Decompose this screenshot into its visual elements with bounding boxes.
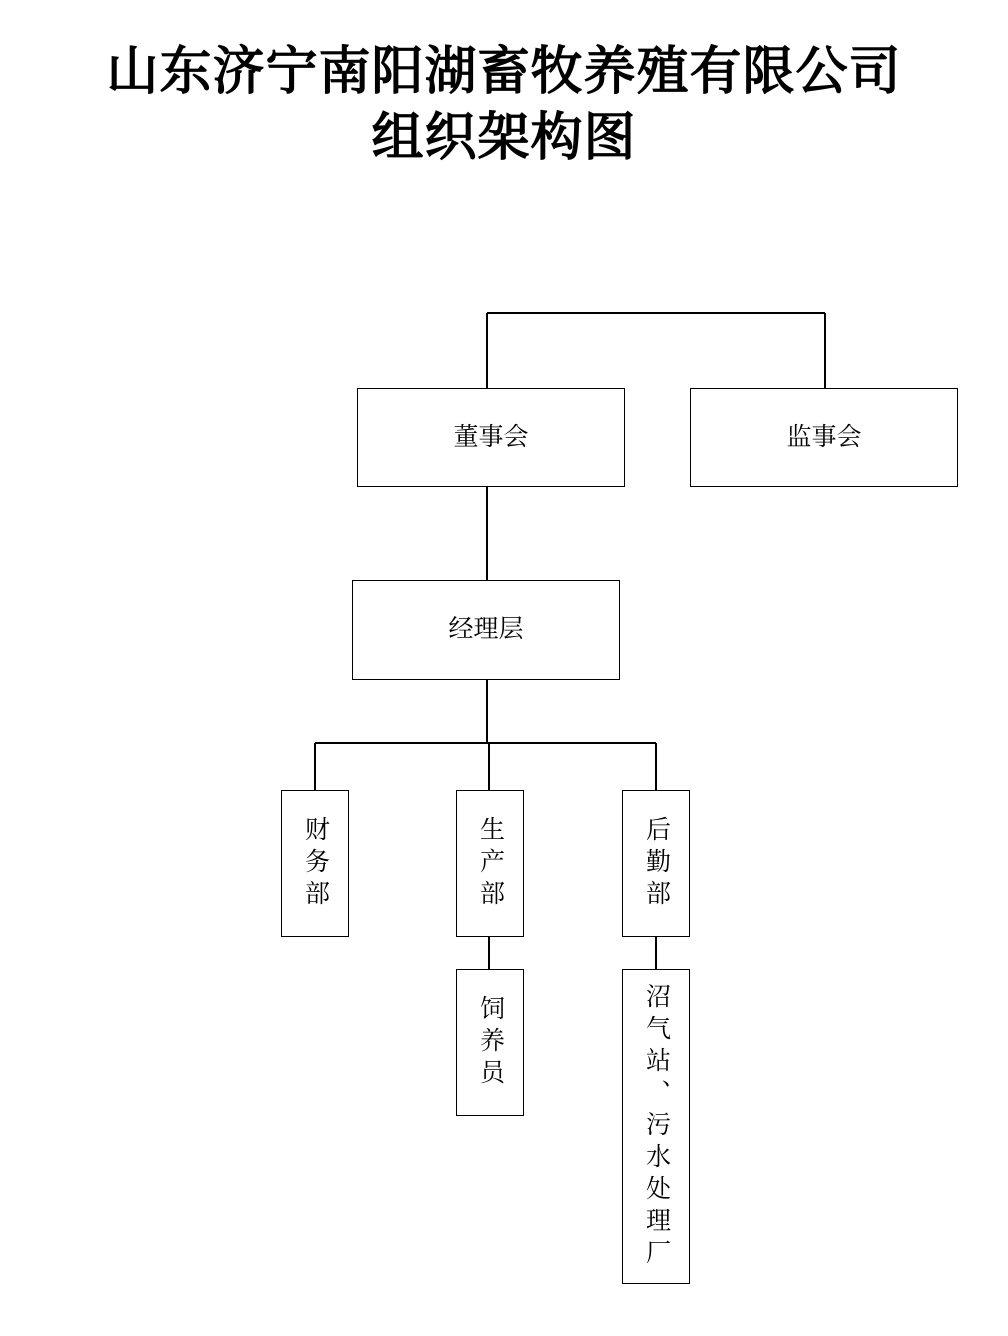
title-line-1: 山东济宁南阳湖畜牧养殖有限公司 [106, 44, 902, 101]
node-logistics-dept-label: 后勤部 [642, 815, 670, 912]
node-finance-dept[interactable] [281, 790, 349, 937]
node-breeder[interactable] [456, 969, 524, 1116]
node-supervisory-board-label: 监事会 [786, 423, 862, 451]
node-finance-dept-label: 财务部 [301, 815, 329, 912]
node-production-dept[interactable] [456, 790, 524, 937]
node-management[interactable] [352, 580, 620, 680]
node-supervisory-board[interactable] [690, 388, 958, 487]
node-production-dept-label: 生产部 [476, 815, 504, 912]
node-breeder-label: 饲养员 [476, 994, 504, 1091]
node-board[interactable] [357, 388, 625, 487]
node-logistics-dept[interactable] [622, 790, 690, 937]
node-biogas-wastewater[interactable] [622, 969, 690, 1284]
node-management-label: 经理层 [448, 616, 524, 644]
title-line-2: 组织架构图 [371, 110, 637, 167]
node-biogas-wastewater-label: 沼气站、污水处理厂 [642, 982, 670, 1271]
node-board-label: 董事会 [453, 423, 529, 451]
